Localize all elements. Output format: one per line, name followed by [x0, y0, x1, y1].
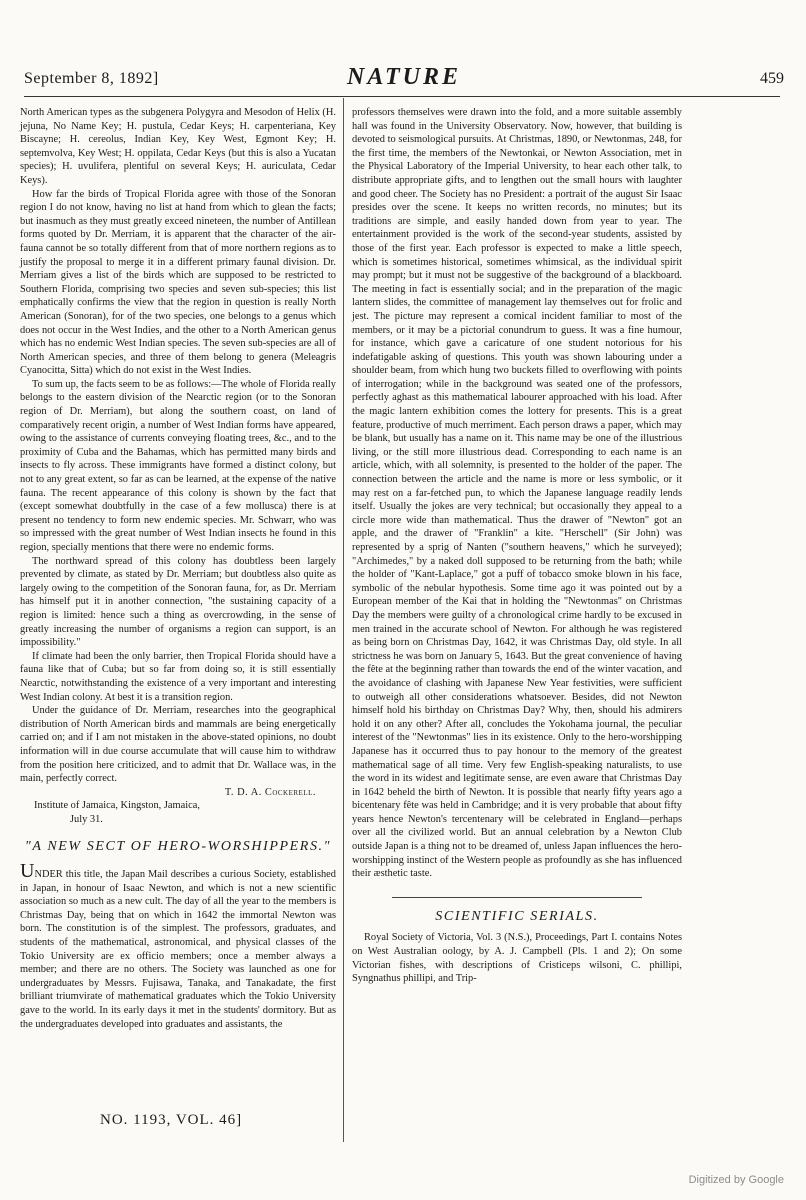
watermark: Digitized by Google	[688, 1174, 784, 1186]
paragraph: professors themselves were drawn into the fold, and a more suitable assembly hall was found in the University Observatory. Now, however, that building is devoted to seismological pursuits. At Christmas, 1890, or Newtonmas, 248, for the first time, the members of the Newtonkai, or Newton Association, met in the Physical Laboratory of the Imperial University, to hear each other talk, to distribute appropriate gifts, and to lengthen out the small hours with laughter and good cheer. The Society has no President: a portrait of the august Sir Isaac presides over the scene. It keeps no written records, no minutes; but its traditions are simple, and easily handed down from year to year. The entertainment provided is the work of the second-year students, assisted by those of the first year. Each professor is expected to make a little speech, which is sometimes historical, sometimes whimsical, as the individual spirit may prompt; but it must not be suggestive of the background of a blackboard. The meeting in fact is essentially social; and in the preparation of the magic lantern slides, the committee of management lay themselves out for frolic and jest. The picture may represent a comical incident familiar to most of the members, or it may be a pictorial conundrum to guess. It was a fine humour, for instance, which gave a caricature of one student notorious for his indefatigable asking of questions. This youth was shown labouring under a shoulder beam, from which hung two buckets filled to overflowing with points of interrogation; while in the background was seated one of the professors, perfectly aghast as this mathematical labourer approached with his load. After the magic lantern exhibition comes the lottery for presents. This is a great feature, productive of much merriment. Each person draws a paper, which may be blank, but usually has a name on it. This name may be one of the illustrious living, or the still more illustrious dead. Corresponding to each name is an article, which, with all solemnity, is presented to the holder of the paper. The connection between the article and the name is more or less symbolic, or it may rest on a far-fetched pun, to which the Japanese language readily lends itself. Usually the jokes are very technical; but occasionally they appeal to a circle more wide than mathematical. Thus the drawer of "Newton" got an apple, and the drawer of "Franklin" a kite. "Herschell" (Sir John) was represented by a sprig of Nanten ("southern heavens," which he surveyed); "Archimedes," by a naked doll supposed to be returning from the bath; while the holder of "Kant-Laplace," got a puff of tobacco smoke blown in his face, symbolic of the nebular hypothesis. Some time ago it was pointed out by a European member of the Kai that in holding the "Newtonmas" on Christmas Day the members were guilty of a chronological crime hardly to be excused in men trained in the accurate school of Newton. For although he was registered as being born on Christmas Day, 1642, it was Christmas Day, old style. In all strictness he was born on January 5, 1643. But the great convenience of having the fête at the beginning rather than towards the end of the winter vacation, and the avoidance of clashing with Japanese New Year festivities, were sufficient to outweigh all other considerations whatsoever. Besides, did not Newton himself hold his birthday on Christmas Day? Why, then, should his admirers hold it on any other? After all, concludes the Yokohama journal, the peculiar interest of the "Newtonmas" lies in its existence. Only to the hero-worshipping Japanese has it occurred thus to pay honour to the memory of the greatest mathematical sage of all time. Very few English-speaking naturalists, to use the word in its widest and legitimate sense, are even aware that Christmas Day in 1642 beheld the birth of Newton. It is possible that nearly fifty years ago a bicentenary fête was held in Cambridge; and it is very probable that about fifty years hence Newton's tercentenary will be celebrated in England—perhaps over all the civilized world. But an annual celebration by a Newton Club outside Japan is a thing not to be dreamed of, unless Japan influences the hero-worshipping instinct of the Western people as profoundly as she has influenced their æsthetic taste.	[352, 107, 682, 880]
signature-date: July 31.	[70, 813, 103, 825]
signature-name: T. D. A. Cockerell.	[224, 786, 316, 798]
serials-paragraph: Royal Society of Victoria, Vol. 3 (N.S.), Proceedings, Part I. contains Notes on West Australian oology, by A. J. Campbell (Pls. 1 and 2); On some Victorian fishes, with descriptions of Cristiceps wilsoni, C. phillipi, Syngnathus phillipi, and Trip-	[352, 932, 682, 985]
left-column	[20, 106, 336, 1031]
paragraph: If climate had been the only barrier, then Tropical Florida should have a fauna like that of Cuba; but so far from doing so, it is still essentially Nearctic, notwithstanding the existence of a very important and interesting West Indian colony. At best it is a transition region.	[20, 650, 336, 703]
section-paragraph	[20, 860, 336, 1031]
section-paragraph-text: NDER this title, the Japan Mail describes a curious Society, established in Japan, in honour of Isaac Newton, and which is not a new scientific association so much as a new cult. The day of all the year to the members is Christmas Day, being that on which in 1642 the immortal Newton was born. The constitution is of the simplest. The professors, graduates, and students of the mathematical, astronomical, and physical classes of the Tokio University are ex officio members; once a member always a member; and there are no others. The Society was launched as one for undergraduates by Messrs. Fujisawa, Tanaka, and Tanakadate, the first brilliant triumvirate of mathematical graduates which the Tokio University gave to the world. In its early days it met in the students' dormitory. But as the undergraduates developed into graduates and assistants, the	[20, 869, 336, 1030]
page-number: 459	[760, 70, 784, 87]
paragraph: To sum up, the facts seem to be as follows:—The whole of Florida really belongs to the eastern division of the Nearctic region (or to the Sonoran region of Dr. Merriam), but along the southern coast, on land of comparatively recent origin, a number of West Indian forms have appeared, owing to the assistance of currents conveying floating trees, &c., and to the proximity of Cuba and the Bahamas, which has permitted many birds and insects to fly across. These immigrants have formed a distinct colony, but not to any great extent, so far as can be learned, at the expense of the native fauna. The recent appearance of this colony is shown by the fact that (except somewhat doubtfully in the case of a few mollusca) there is at present no tendency to form new endemic species. Mr. Schwarr, who was so impressed with the great number of West Indian insects he found in this region, specially mentions that there were no endemic forms.	[20, 378, 336, 553]
drop-cap: U	[20, 860, 35, 883]
signature-institute: Institute of Jamaica, Kingston, Jamaica,	[34, 800, 200, 812]
issue-date: September 8, 1892]	[24, 70, 159, 87]
section-rule	[392, 897, 642, 898]
section-title-hero-worshippers: "A NEW SECT OF HERO-WORSHIPPERS."	[24, 839, 332, 855]
section-title-scientific-serials: SCIENTIFIC SERIALS.	[435, 908, 599, 924]
column-divider	[343, 98, 344, 1142]
header-rule	[24, 96, 780, 97]
issue-footer: NO. 1193, VOL. 46]	[100, 1112, 243, 1128]
paragraph: How far the birds of Tropical Florida agree with those of the Sonoran region I do not know, having no list at hand from which to glean the facts; but inasmuch as they must greatly exceed nineteen, the number of Antillean forms quoted by Dr. Merriam, it is apparent that the character of the air-fauna cannot be so totally different from that of more northern regions as to justify the proposal to merge it in a different primary faunal division. Dr. Merriam gives a list of the birds which are supposed to be restricted to Southern Florida, comprising two species and seven sub-species; this list emphatically confirms the view that the region in question is really North American (Sonoran), for of the two species, one belongs to a genus which does not occur in the West Indies, and the other to a North American genus which has no endemic West Indian species. The seven sub-species are all of North American species, and three of them belong to genera (Meleagris Cyanocitta, Sitta) which do not exist in the West Indies.	[20, 188, 336, 377]
journal-title: NATURE	[346, 64, 462, 90]
page-header	[24, 64, 784, 94]
paragraph: North American types as the subgenera Polygyra and Mesodon of Helix (H. jejuna, No Name Key; H. pustula, Cedar Keys; H. carpenteriana, Key Biscayne; H. cereolus, Indian Key, Key West, Egmont Key; H. septemvolva, Key West; H. oppilata, Cedar Keys (but this is also a Yucatan species); H. uvulifera, plentiful on several Keys; H. auriculata, Cedar Keys).	[20, 107, 336, 186]
paragraph: Under the guidance of Dr. Merriam, researches into the geographical distribution of North American birds and mammals are being energetically carried on; and if I am not mistaken in the above-stated opinions, no doubt information will in due course accumulate that will cause him to withdraw from the position here criticized, and to admit that Dr. Wallace was, in the main, perfectly correct.	[20, 705, 336, 785]
paragraph: The northward spread of this colony has doubtless been largely prevented by climate, as stated by Dr. Merriam; but doubtless also quite as largely owing to the competition of the Sonoran fauna, for, as Dr. Merriam has himself put it in another connection, "the sustaining capacity of a region is limited: hence such a thing as overcrowding, in the sense of greatly increasing the number of organisms a region can support, is an impossibility."	[20, 555, 336, 649]
right-column	[352, 106, 682, 986]
